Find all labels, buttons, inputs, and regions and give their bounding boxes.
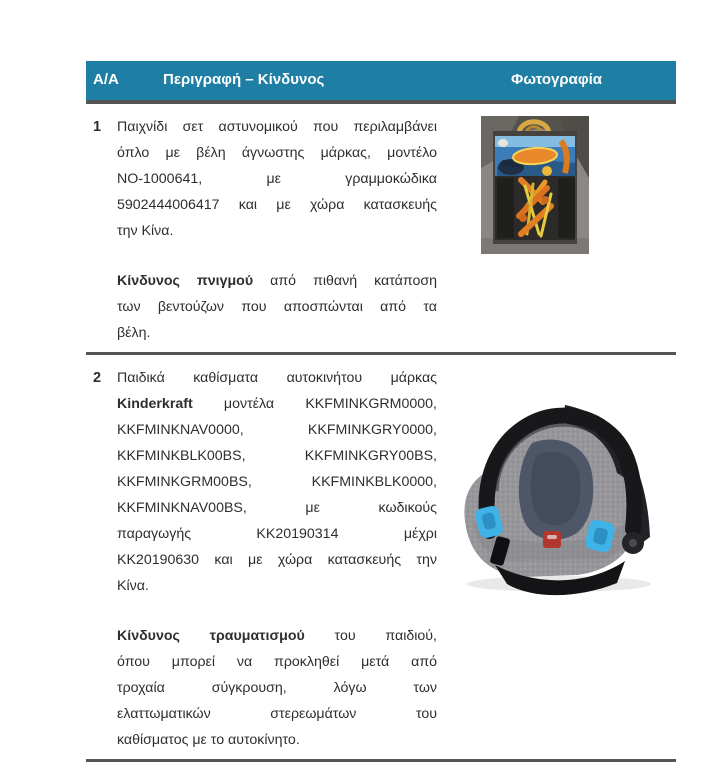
text-line: Παιδικά καθίσματα αυτοκινήτου μάρκας	[117, 370, 437, 386]
description-paragraph	[117, 365, 437, 599]
text-line: KKFMINKBLK00BS, KKFMINKGRY00BS,	[117, 448, 437, 464]
bold-danger-label: Kinderkraft	[117, 396, 193, 412]
recall-table	[86, 61, 676, 762]
text-line: KKFMINKGRM00BS, KKFMINKBLK0000,	[117, 474, 437, 490]
text-line: καθίσματος με το αυτοκίνητο.	[117, 732, 300, 748]
toy-police-set-photo	[481, 116, 589, 254]
bold-danger-label: Κίνδυνος τραυματισμού	[117, 628, 305, 644]
row-number: 1	[93, 119, 102, 135]
text-line: την Κίνα.	[117, 223, 174, 239]
header-cell-description: Περιγραφή – Κίνδυνος	[163, 71, 325, 88]
header-cell-photo: Φωτογραφία	[511, 71, 602, 88]
text-line: τροχαία σύγκρουση, λόγω των	[117, 680, 437, 696]
text-line: ελαττωματικών στερεωμάτων του	[117, 706, 437, 722]
table-row	[86, 352, 676, 759]
danger-paragraph	[117, 268, 437, 346]
text-line: βέλη.	[117, 325, 151, 341]
table-header-row	[86, 61, 676, 104]
bold-danger-label: Κίνδυνος πνιγμού	[117, 273, 254, 289]
text-line: Παιχνίδι σετ αστυνομικού που περιλαμβάνει	[117, 119, 437, 135]
text-line: όπλο με βέλη άγνωστης μάρκας, μοντέλο	[117, 145, 437, 161]
text-line: όπου μπορεί να προκληθεί μετά από	[117, 654, 437, 670]
text-line: KKFMINKNAV0000, KKFMINKGRY0000,	[117, 422, 437, 438]
table-body	[86, 104, 676, 762]
text-line: Κίνα.	[117, 578, 149, 594]
row-description-cell	[117, 114, 437, 346]
row-description-cell	[117, 365, 437, 753]
text-line: των βεντούζων που αποσπώνται από τα	[117, 299, 437, 315]
text-line: KKFMINKNAV00BS, με κωδικούς	[117, 500, 437, 516]
text-line: Κίνδυνος τραυματισμού του παιδιού,	[117, 628, 437, 644]
text-line: KK20190630 και με χώρα κατασκευής την	[117, 552, 437, 568]
row-photo-cell	[437, 114, 676, 346]
row-photo-cell	[437, 365, 676, 753]
text-line: Kinderkraft μοντέλα KKFMINKGRM0000,	[117, 396, 437, 412]
table-row	[86, 104, 676, 352]
description-paragraph	[117, 114, 437, 244]
row-number: 2	[93, 370, 102, 386]
header-cell-aa: A/A	[93, 71, 119, 88]
text-line: Κίνδυνος πνιγμού από πιθανή κατάποση	[117, 273, 437, 289]
text-line: 5902444006417 και με χώρα κατασκευής	[117, 197, 437, 213]
danger-paragraph	[117, 623, 437, 753]
car-seat-photo	[437, 371, 675, 597]
text-line: παραγωγής KK20190314 μέχρι	[117, 526, 437, 542]
text-line: NO-1000641, με γραμμοκώδικα	[117, 171, 437, 187]
